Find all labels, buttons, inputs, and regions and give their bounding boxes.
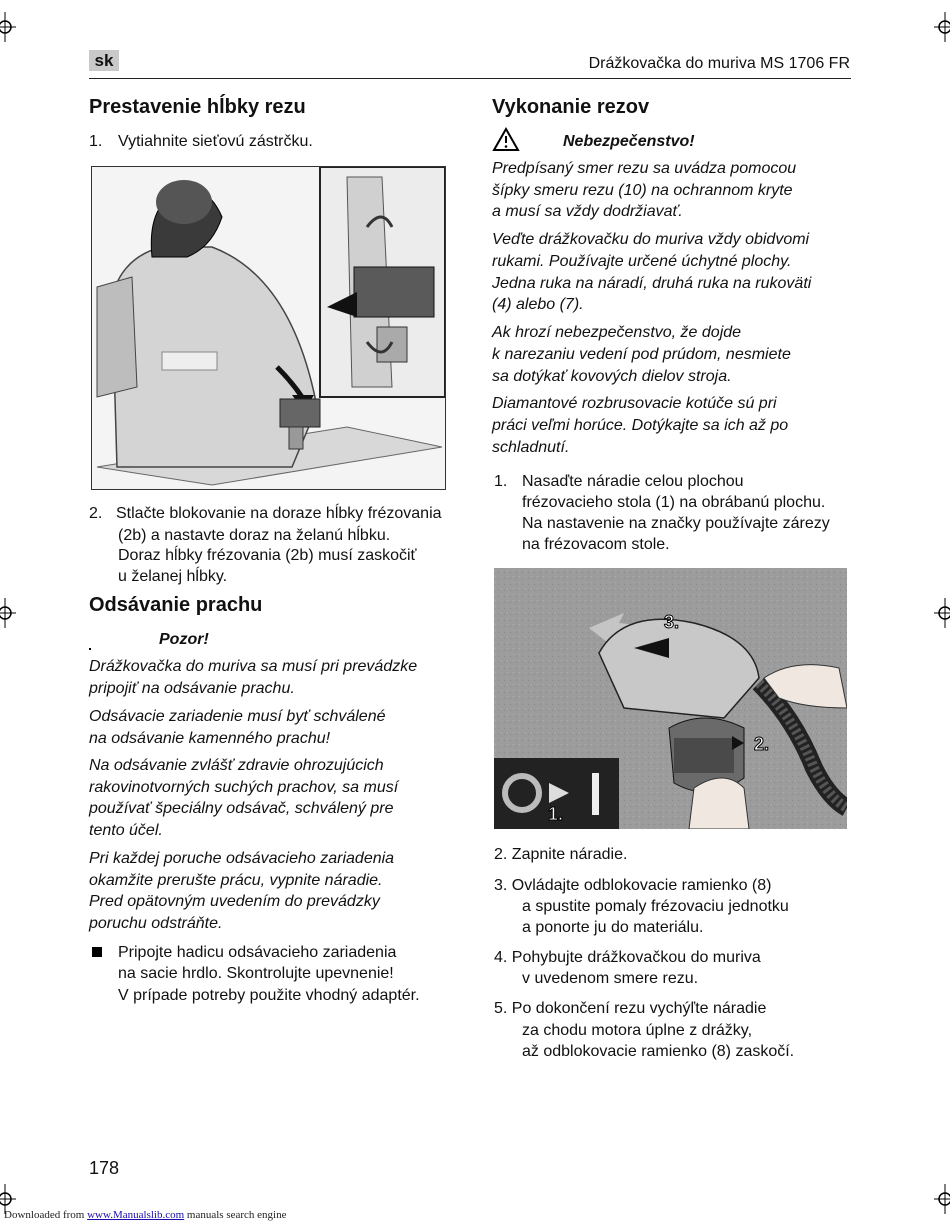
depth-adjust-illustration	[91, 166, 446, 490]
step-1-number: 1.	[89, 133, 103, 150]
bullet-line: Pripojte hadicu odsávacieho zariadenia	[118, 944, 397, 961]
cut-step-5-line: až odblokovacie ramienko (8) zaskočí.	[522, 1043, 795, 1060]
step-1-text: Vytiahnite sieťovú zástrčku.	[118, 133, 313, 150]
cut-step-4-line: 4. Pohybujte drážkovačkou do muriva	[494, 949, 761, 966]
caution-line: pripojiť na odsávanie prachu.	[89, 680, 295, 697]
figure-label-1: 1.	[548, 804, 564, 824]
cut-step-3-line: a ponorte ju do materiálu.	[522, 919, 704, 936]
caution-line: Pred opätovným uvedením do prevádzky	[89, 893, 380, 910]
danger-line: rukami. Používajte určené úchytné plochy.	[492, 253, 792, 270]
danger-line: práci veľmi horúce. Dotýkajte sa ich až po	[492, 417, 789, 434]
cut-step-1-line: Nasaďte náradie celou plochou	[522, 473, 744, 490]
manualslib-link[interactable]: www.Manualslib.com	[87, 1209, 185, 1221]
caution-line: rakovinotvorných suchých prachov, sa musí	[89, 779, 399, 796]
cut-step-1-line: Na nastavenie na značky používajte zárezy	[522, 515, 830, 532]
danger-line: Jedna ruka na náradí, druhá ruka na rukoväti	[492, 275, 812, 292]
registration-mark-icon	[930, 1184, 950, 1214]
footer-suffix: manuals search engine	[184, 1209, 287, 1221]
step-2-line: (2b) a nastavte doraz na želanú hĺbku.	[118, 527, 391, 544]
caution-line: tento účel.	[89, 822, 163, 839]
cut-step-3-line: a spustite pomaly frézovaciu jednotku	[522, 898, 789, 915]
step-2-number: 2.	[89, 505, 103, 522]
cut-step-1-line: frézovacieho stola (1) na obrábanú plochu.	[522, 494, 826, 511]
footer-prefix: Downloaded from	[4, 1209, 88, 1221]
bullet-line: na sacie hrdlo. Skontrolujte upevnenie!	[118, 965, 394, 982]
warning-triangle-icon	[492, 127, 520, 152]
bullet-square-icon	[92, 947, 102, 957]
caution-marker	[89, 648, 91, 650]
cut-step-4-line: v uvedenom smere rezu.	[522, 970, 699, 987]
caution-line: na odsávanie kamenného prachu!	[89, 730, 331, 747]
figure-label-2: 2.	[754, 734, 770, 754]
danger-line: Diamantové rozbrusovacie kotúče sú pri	[492, 395, 777, 412]
cutting-illustration	[494, 568, 847, 829]
cut-step-3-line: 3. Ovládajte odblokovacie ramienko (8)	[494, 877, 772, 894]
cut-step-5-line: za chodu motora úplne z drážky,	[522, 1022, 753, 1039]
step-2-line: Doraz hĺbky frézovania (2b) musí zaskočiť	[118, 547, 417, 564]
cut-step-1-line: na frézovacom stole.	[522, 536, 670, 553]
step-2-line: Stlačte blokovanie na doraze hĺbky frézovania	[116, 505, 442, 522]
danger-line: schladnutí.	[492, 439, 570, 456]
caution-line: Pri každej poruche odsávacieho zariadenia	[89, 850, 395, 867]
figure-label-3: 3.	[664, 612, 680, 632]
registration-mark-icon	[930, 12, 950, 42]
caution-line: Odsávacie zariadenie musí byť schválené	[89, 708, 386, 725]
registration-mark-icon	[930, 598, 950, 628]
danger-line: (4) alebo (7).	[492, 296, 584, 313]
cut-step-2: 2. Zapnite náradie.	[494, 846, 628, 863]
header-divider	[89, 78, 851, 79]
danger-line: a musí sa vždy dodržiavať.	[492, 203, 683, 220]
cut-step-1-number: 1.	[494, 473, 508, 490]
document-title: Drážkovačka do muriva MS 1706 FR	[588, 55, 850, 72]
step-2-line: u želanej hĺbky.	[118, 568, 228, 585]
language-badge: sk	[89, 50, 119, 71]
section-title-depth: Prestavenie hĺbky rezu	[89, 96, 306, 118]
caution-line: používať špeciálny odsávač, schválený pre	[89, 800, 394, 817]
danger-title: Nebezpečenstvo!	[563, 133, 695, 150]
registration-mark-icon	[0, 598, 20, 628]
section-title-dust: Odsávanie prachu	[89, 594, 263, 616]
section-title-cutting: Vykonanie rezov	[492, 96, 650, 118]
danger-line: sa dotýkať kovových dielov stroja.	[492, 368, 732, 385]
danger-line: Predpísaný smer rezu sa uvádza pomocou	[492, 160, 797, 177]
caution-title: Pozor!	[159, 631, 209, 648]
danger-line: šípky smeru rezu (10) na ochrannom kryte	[492, 182, 793, 199]
danger-line: Veďte drážkovačku do muriva vždy obidvomi	[492, 231, 810, 248]
page-number: 178	[89, 1158, 120, 1178]
registration-mark-icon	[0, 12, 20, 42]
caution-line: okamžite prerušte prácu, vypnite náradie.	[89, 872, 383, 889]
caution-line: poruchu odstráňte.	[89, 915, 223, 932]
bullet-line: V prípade potreby použite vhodný adaptér.	[118, 987, 420, 1004]
cut-step-5-line: 5. Po dokončení rezu vychýľte náradie	[494, 1000, 767, 1017]
caution-line: Drážkovačka do muriva sa musí pri prevádzke	[89, 658, 418, 675]
danger-line: k narezaniu vedení pod prúdom, nesmiete	[492, 346, 791, 363]
download-footer	[4, 1209, 286, 1221]
caution-line: Na odsávanie zvlášť zdravie ohrozujúcich	[89, 757, 384, 774]
danger-line: Ak hrozí nebezpečenstvo, že dojde	[492, 324, 742, 341]
